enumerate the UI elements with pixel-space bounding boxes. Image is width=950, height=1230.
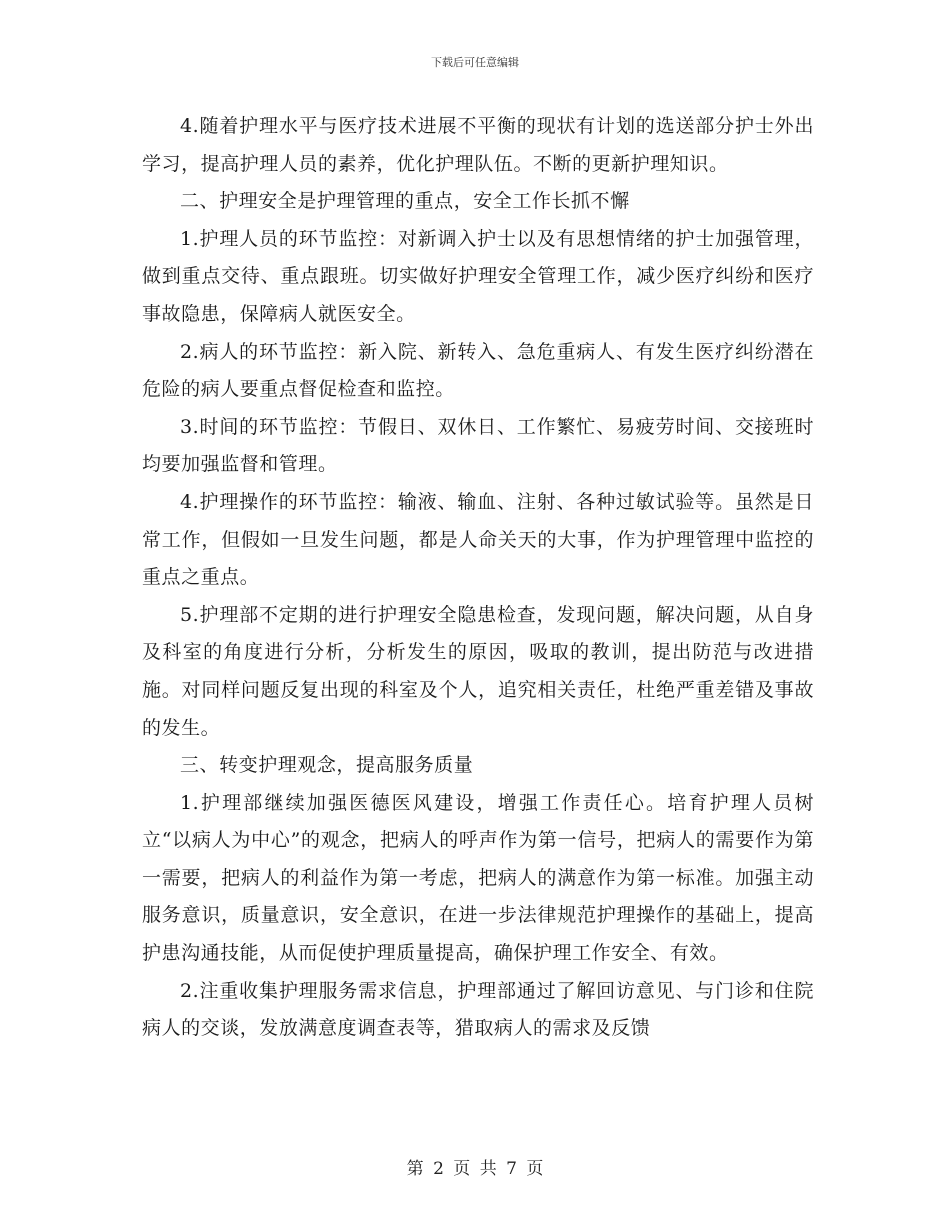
paragraph-2-1: 1.护理人员的环节监控：对新调入护士以及有思想情绪的护士加强管理，做到重点交待、重点跟班。切实做好护理安全管理工作，减少医疗纠纷和医疗事故隐患，保障病人就医安全。 <box>142 227 814 325</box>
section-heading-2: 二、护理安全是护理管理的重点，安全工作长抓不懈 <box>180 190 630 213</box>
paragraph-3-1: 1.护理部继续加强医德医风建设，增强工作责任心。培育护理人员树立“以病人为中心”的观念，把病人的呼声作为第一信号，把病人的需要作为第一需要，把病人的利益作为第一考虑，把病人的满意作为第一标准。加强主动服务意识，质量意识，安全意识，在进一步法律规范护理操作的基础上，提高护患沟通技能，从而促使护理质量提高，确保护理工作安全、有效。 <box>142 791 814 965</box>
paragraph-2-3: 3.时间的环节监控：节假日、双休日、工作繁忙、易疲劳时间、交接班时均要加强监督和管理。 <box>142 415 814 476</box>
paragraph-2-2: 2.病人的环节监控：新入院、新转入、急危重病人、有发生医疗纠纷潜在危险的病人要重点督促检查和监控。 <box>142 340 814 401</box>
paragraph-1: 4.随着护理水平与医疗技术进展不平衡的现状有计划的选送部分护士外出学习，提高护理人员的素养，优化护理队伍。不断的更新护理知识。 <box>142 115 814 175</box>
paragraph-2-4: 4.护理操作的环节监控：输液、输血、注射、各种过敏试验等。虽然是日常工作，但假如一旦发生问题，都是人命关天的大事，作为护理管理中监控的重点之重点。 <box>142 490 814 589</box>
document-body <box>142 108 814 1048</box>
page-header: 下载后可任意编辑 <box>431 56 519 69</box>
page-number-footer: 第 2 页 共 7 页 <box>406 1159 544 1179</box>
paragraph-2-5: 5.护理部不定期的进行护理安全隐患检查，发现问题，解决问题，从自身及科室的角度进行分析，分析发生的原因，吸取的教训，提出防范与改进措施。对同样问题反复出现的科室及个人，追究相关责任，杜绝严重差错及事故的发生。 <box>142 603 814 739</box>
paragraph-3-2: 2.注重收集护理服务需求信息，护理部通过了解回访意见、与门诊和住院病人的交谈，发放满意度调查表等，猎取病人的需求及反馈 <box>142 979 814 1040</box>
section-heading-3: 三、转变护理观念，提高服务质量 <box>180 754 474 777</box>
